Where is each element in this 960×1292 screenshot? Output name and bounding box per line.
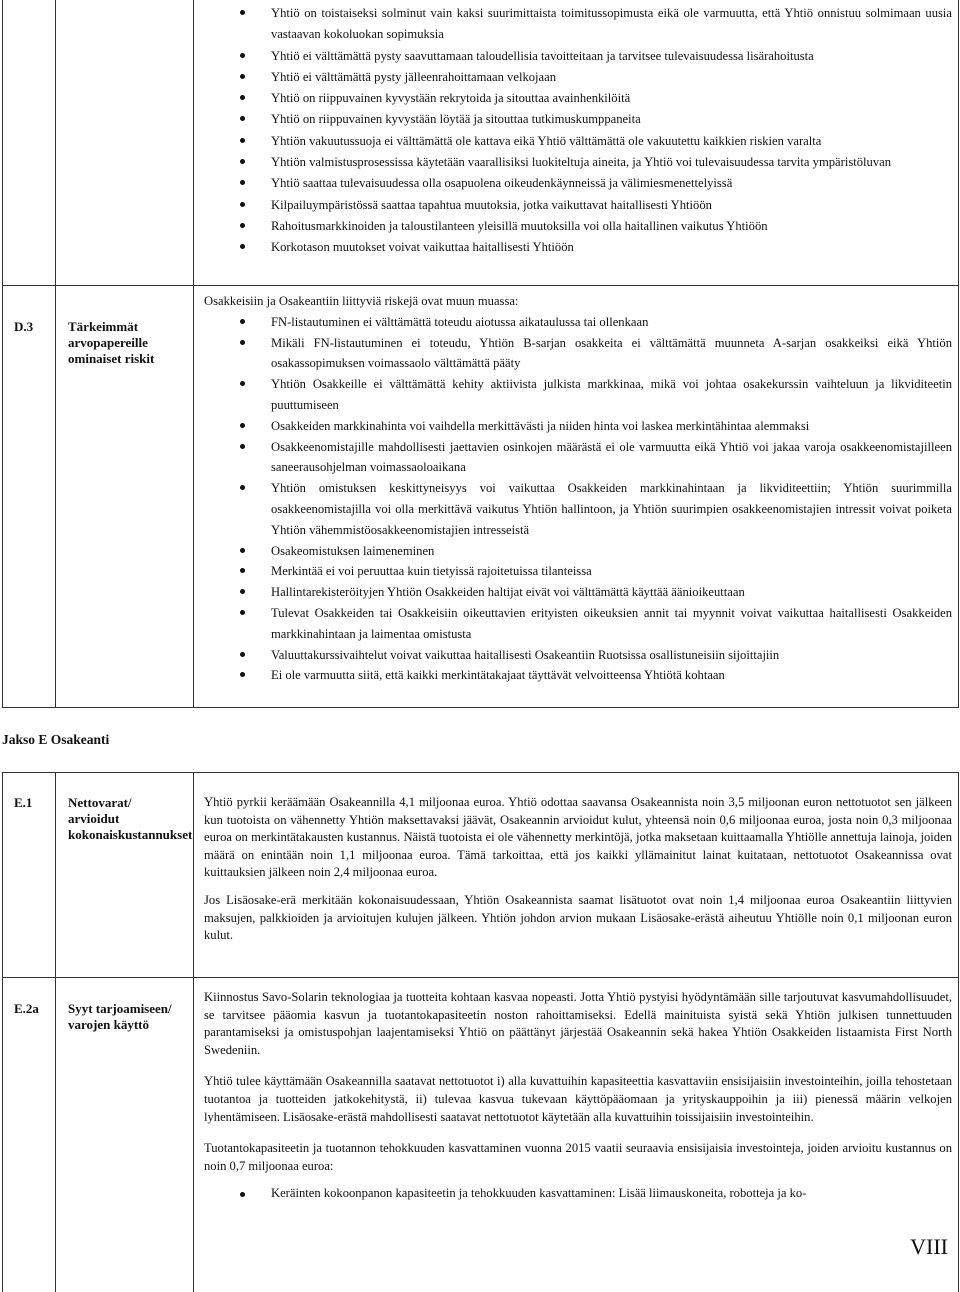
bullet-item: Yhtiön omistuksen keskittyneisyys voi vaikuttaa Osakkeiden markkinahintaan ja likviditeettiin; Yhtiön suurimmilla osakkeenomistajilla voi olla merkittävä vaikutus Yhtiön hallintoon, ja Yhtiön suurimpien osakkeenomistajien intressit voivat poiketa Yhtiön vähemmistöosakkeenomistajien intresseistä (204, 478, 952, 540)
bullet-item: Yhtiö saattaa tulevaisuudessa olla osapuolena oikeudenkäynneissä ja välimiesmenettelyissä (204, 173, 952, 194)
bullet-item: Merkintää ei voi peruuttaa kuin tietyissä rajoitetuissa tilanteissa (204, 561, 952, 582)
row-divider (3, 285, 958, 286)
e2a-paragraph-3: Tuotantokapasiteetin ja tuotannon tehokkuuden kasvattaminen vuonna 2015 vaatii seuraavia ensisijaisia investointeja, joiden arvioitu kustannus on noin 0,7 miljoonaa euroa: (204, 1141, 952, 1173)
e1-content (204, 794, 952, 945)
bullet-item: Yhtiö on riippuvainen kyvystään rekrytoida ja sitouttaa avainhenkilöitä (204, 88, 952, 109)
section-heading: Jakso E Osakeanti (2, 732, 110, 747)
page-number: VIII (910, 1234, 948, 1259)
column-divider-1 (55, 773, 56, 1292)
column-divider-2 (193, 773, 194, 1292)
bullet-list (204, 1185, 952, 1203)
bullet-item: Yhtiö ei välttämättä pysty saavuttamaan taloudellisia tavoitteitaan ja tarvitsee tulevaisuudessa lisärahoitusta (204, 46, 952, 67)
section-label-e1: Nettovarat/ arvioidut kokonaiskustannukset (68, 795, 193, 842)
section-code-e1: E.1 (14, 795, 33, 810)
bullet-item: Hallintarekisteröityjen Yhtiön Osakkeiden haltijat eivät voi välttämättä käyttää äänioikeuttaan (204, 582, 952, 603)
e2a-content (204, 989, 952, 1203)
section-code-e2a: E.2a (14, 1001, 39, 1016)
column-divider-1 (55, 0, 56, 707)
bullet-item: Valuuttakurssivaihtelut voivat vaikuttaa haitallisesti Osakeantiin Ruotsissa osallistuneisiin sijoittajiin (204, 645, 952, 666)
e2a-paragraph-1: Kiinnostus Savo-Solarin teknologiaa ja tuotteita kohtaan kasvaa nopeasti. Jotta Yhtiö pystyisi hyödyntämään sille tarjoutuvat kasvumahdollisuudet, se tarvitsee pääomia kasvun ja tuotantokapasiteetin noston rahoittamiseksi. Edellä mainituista syistä sekä Yhtiön julkisen tunnettuuden parantamiseksi ja omistuspohjan laajentamiseksi Yhtiö on päättänyt järjestää Osakeannin sekä hakea Yhtiön Osakkeiden listaamista First North Swedeniin. (204, 990, 952, 1057)
bullet-item: FN-listautuminen ei välttämättä toteudu aiotussa aikataulussa tai ollenkaan (204, 312, 952, 333)
bullet-item: Osakkeiden markkinahinta voi vaihdella merkittävästi ja niiden hinta voi laskea merkintähintaa alemmaksi (204, 416, 952, 437)
bullet-item: Yhtiö on toistaiseksi solminut vain kaksi suurimittaista toimitussopimusta eikä ole varmuutta, että Yhtiö onnistuu solmimaan uusia vastaavan kokoluokan sopimuksia (204, 3, 952, 46)
section-label-d3: Tärkeimmät arvopapereille ominaiset riskit (68, 319, 155, 366)
bullet-item: Osakkeenomistajille mahdollisesti jaettavien osinkojen määrästä ei ole varmuutta eikä Yhtiö voi jakaa varoja osakkeenomistajilleen saneerausohjelman voimassaoloaikana (204, 437, 952, 479)
bullet-item: Mikäli FN-listautuminen ei toteudu, Yhtiön B-sarjan osakkeita ei välttämättä muunneta A-sarjan osakkeiksi eikä Yhtiön osakassopimuksen voimassaolo välttämättä pääty (204, 333, 952, 375)
e1-paragraph-2: Jos Lisäosake-erä merkitään kokonaisuudessaan, Yhtiön Osakeannista saamat lisätuotot ovat noin 1,4 miljoonaa euroa Osakeantiin liittyvien maksujen, palkkioiden ja arvioitujen kulujen jälkeen. Yhtiön johdon arvion mukaan Lisäosake-erästä aiheutuu Yhtiölle noin 0,1 miljoonan euron kulut. (204, 892, 952, 943)
bullet-item: Rahoitusmarkkinoiden ja taloustilanteen yleisillä muutoksilla voi olla haitallinen vaikutus Yhtiöön (204, 216, 952, 237)
bullet-item: Tulevat Osakkeiden tai Osakkeisiin oikeuttavien erityisten oikeuksien annit tai myynnit voivat vaikuttaa haitallisesti Osakkeiden markkinahintaan ja laimentaa omistusta (204, 603, 952, 645)
bullet-item: Yhtiö on riippuvainen kyvystään löytää ja sitouttaa tutkimuskumppaneita (204, 109, 952, 130)
bullet-item: Ei ole varmuutta siitä, että kaikki merkintätakajaat täyttävät velvoitteensa Yhtiötä kohtaan (204, 665, 952, 686)
bullet-item: Yhtiö ei välttämättä pysty jälleenrahoittamaan velkojaan (204, 67, 952, 88)
bullet-list (204, 3, 952, 259)
bullet-item: Keräinten kokoonpanon kapasiteetin ja tehokkuuden kasvattaminen: Lisää liimauskoneita, robotteja ja ko- (204, 1185, 952, 1203)
row-divider (3, 977, 958, 978)
offering-table (2, 772, 959, 1292)
bullet-item: Yhtiön Osakkeille ei välttämättä kehity aktiivista julkista markkinaa, mikä voi johtaa osakekurssin vaihteluun ja likviditeetin puuttumiseen (204, 374, 952, 416)
section-code-d3: D.3 (14, 319, 34, 334)
bullet-item: Kilpailuympäristössä saattaa tapahtua muutoksia, jotka vaikuttavat haitallisesti Yhtiöön (204, 195, 952, 216)
bullet-item: Korkotason muutokset voivat vaikuttaa haitallisesti Yhtiöön (204, 237, 952, 258)
column-divider-2 (193, 0, 194, 707)
risk-table (2, 0, 959, 708)
bullet-list (204, 312, 952, 686)
bullet-item: Yhtiön vakuutussuoja ei välttämättä ole kattava eikä Yhtiö välttämättä ole vakuutettu kaikkien riskien varalta (204, 131, 952, 152)
e1-paragraph-1: Yhtiö pyrkii keräämään Osakeannilla 4,1 miljoonaa euroa. Yhtiö odottaa saavansa Osakeannista noin 3,5 miljoonan euron nettotuotot sen jälkeen kun tuotoista on vähennetty Yhtiön maksettavaksi jäävät, Osakeannin arvioidut kulut, yhteensä noin 0,6 miljoonaa euroa, josta noin 0,3 miljoonaa euroa on merkintätakausten kustannus. Näistä tuotoista ei ole vähennetty merkintöjä, jotka maksetaan kuittaamalla Yhtiölle annettuja lainoja, joiden määrä on enintään noin 1,1 miljoonaa euroa. Tämä tarkoittaa, että jos kaikki yllämainitut lainat kuitataan, nettotuotot Osakeannissa ovat kuittauksien jälkeen noin 2,4 miljoonaa euroa. (204, 795, 952, 880)
d3-content (204, 291, 952, 686)
e2a-paragraph-2: Yhtiö tulee käyttämään Osakeannilla saatavat nettotuotot i) alla kuvattuihin kapasiteettia kasvattaviin ensisijaisiin investointeihin, joilla tehostetaan tuotantoa ja tuotteiden jatkokehitystä, ii) tulevaa kasvua tukevaan käyttöpääomaan ja yrityskauppoihin ja iii) pienessä määrin velkojen lyhentämiseen. Lisäosake-erästä mahdollisesti saatavat nettotuotot käytetään alla kuvattuihin toissijaisiin investointeihin. (204, 1074, 952, 1124)
continued-risk-list (204, 3, 952, 259)
bullet-item: Yhtiön valmistusprosessissa käytetään vaarallisiksi luokiteltuja aineita, ja Yhtiö voi tulevaisuudessa tarvita ympäristöluvan (204, 152, 952, 173)
bullet-item: Osakeomistuksen laimeneminen (204, 541, 952, 562)
section-label-e2a: Syyt tarjoamiseen/ varojen käyttö (68, 1001, 172, 1032)
d3-intro: Osakkeisiin ja Osakeantiin liittyviä riskejä ovat muun muassa: (204, 294, 519, 308)
